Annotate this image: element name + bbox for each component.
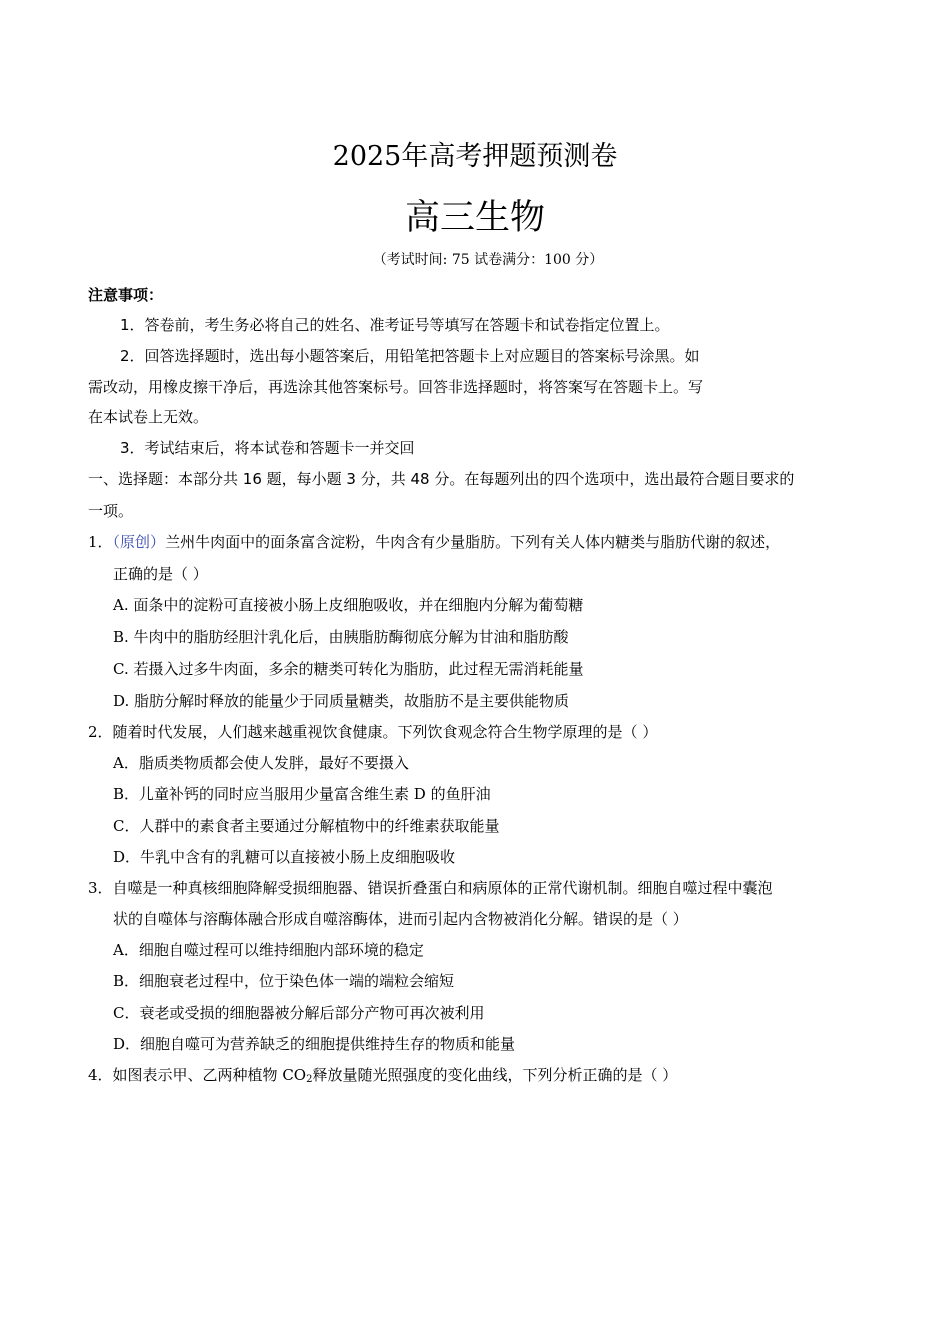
question-1-stem (88, 531, 780, 552)
subject-title: 高三生物 (404, 198, 545, 238)
exam-time-info: （考试时间: 75 试卷满分：100 分） (372, 252, 604, 268)
question-3-stem-line-2: 状的自噬体与溶酶体融合形成自噬溶酶体，进而引起内含物被消化分解。错误的是（ ） (113, 910, 688, 928)
question-3-stem-line-1: 3．自噬是一种真核细胞降解受损细胞器、错误折叠蛋白和病原体的正常代谢机制。细胞自噬过程中囊泡 (88, 879, 773, 897)
question-1-stem-line-1: 兰州牛肉面中的面条富含淀粉，牛肉含有少量脂肪。下列有关人体内糖类与脂肪代谢的叙述， (165, 533, 781, 551)
question-1-option-c: C. 若摄入过多牛肉面，多余的糖类可转化为脂肪，此过程无需消耗能量 (113, 660, 584, 678)
question-4-co2-subscript: 2 (306, 1074, 313, 1085)
question-1-original-tag: （原创） (112, 533, 166, 551)
question-4-stem-post: 释放量随光照强度的变化曲线，下列分析正确的是（ ） (312, 1066, 678, 1084)
notice-item-2-line-2: 需改动，用橡皮擦干净后，再选涂其他答案标号。回答非选择题时，将答案写在答题卡上。写 (88, 378, 704, 396)
notice-item-2-line-1: 2．回答选择题时，选出每小题答案后，用铅笔把答题卡上对应题目的答案标号涂黑。如 (120, 347, 700, 365)
question-2-option-d: D．牛乳中含有的乳糖可以直接被小肠上皮细胞吸收 (113, 848, 456, 866)
question-2-option-b: B．儿童补钙的同时应当服用少量富含维生素 D 的鱼肝油 (113, 785, 491, 803)
section-1-heading-line-1: 一、选择题：本部分共 16 题，每小题 3 分，共 48 分。在每题列出的四个选项中，选出最符合题目要求的 (88, 470, 795, 488)
question-1-option-b: B. 牛肉中的脂肪经胆汁乳化后，由胰脂肪酶彻底分解为甘油和脂肪酸 (113, 628, 569, 646)
question-4-stem-pre: 4．如图表示甲、乙两种植物 CO (88, 1066, 307, 1084)
question-1-stem-line-2: 正确的是（ ） (113, 565, 208, 583)
question-3-option-d: D．细胞自噬可为营养缺乏的细胞提供维持生存的物质和能量 (113, 1035, 516, 1053)
notice-item-3: 3．考试结束后，将本试卷和答题卡一并交回 (120, 439, 415, 457)
question-2-stem: 2．随着时代发展，人们越来越重视饮食健康。下列饮食观念符合生物学原理的是（ ） (88, 723, 658, 741)
question-2-option-a: A．脂质类物质都会使人发胖，最好不要摄入 (113, 754, 409, 772)
question-2-option-c: C．人群中的素食者主要通过分解植物中的纤维素获取能量 (113, 817, 500, 835)
notice-item-1: 1．答卷前，考生务必将自己的姓名、准考证号等填写在答题卡和试卷指定位置上。 (120, 316, 670, 334)
exam-title: 2025年高考押题预测卷 (332, 141, 618, 172)
section-1-heading-line-2: 一项。 (88, 502, 134, 520)
question-1-option-d: D. 脂肪分解时释放的能量少于同质量糖类，故脂肪不是主要供能物质 (113, 692, 570, 710)
notice-item-2-line-3: 在本试卷上无效。 (88, 408, 209, 426)
question-1-option-a: A. 面条中的淀粉可直接被小肠上皮细胞吸收，并在细胞内分解为葡萄糖 (113, 596, 584, 614)
question-3-option-c: C．衰老或受损的细胞器被分解后部分产物可再次被利用 (113, 1004, 485, 1022)
notice-heading: 注意事项： (88, 286, 164, 304)
question-3-option-b: B．细胞衰老过程中，位于染色体一端的端粒会缩短 (113, 972, 455, 990)
question-3-option-a: A．细胞自噬过程可以维持细胞内部环境的稳定 (113, 941, 424, 959)
question-1-number: 1． (88, 533, 113, 551)
question-4-stem (88, 1064, 677, 1085)
